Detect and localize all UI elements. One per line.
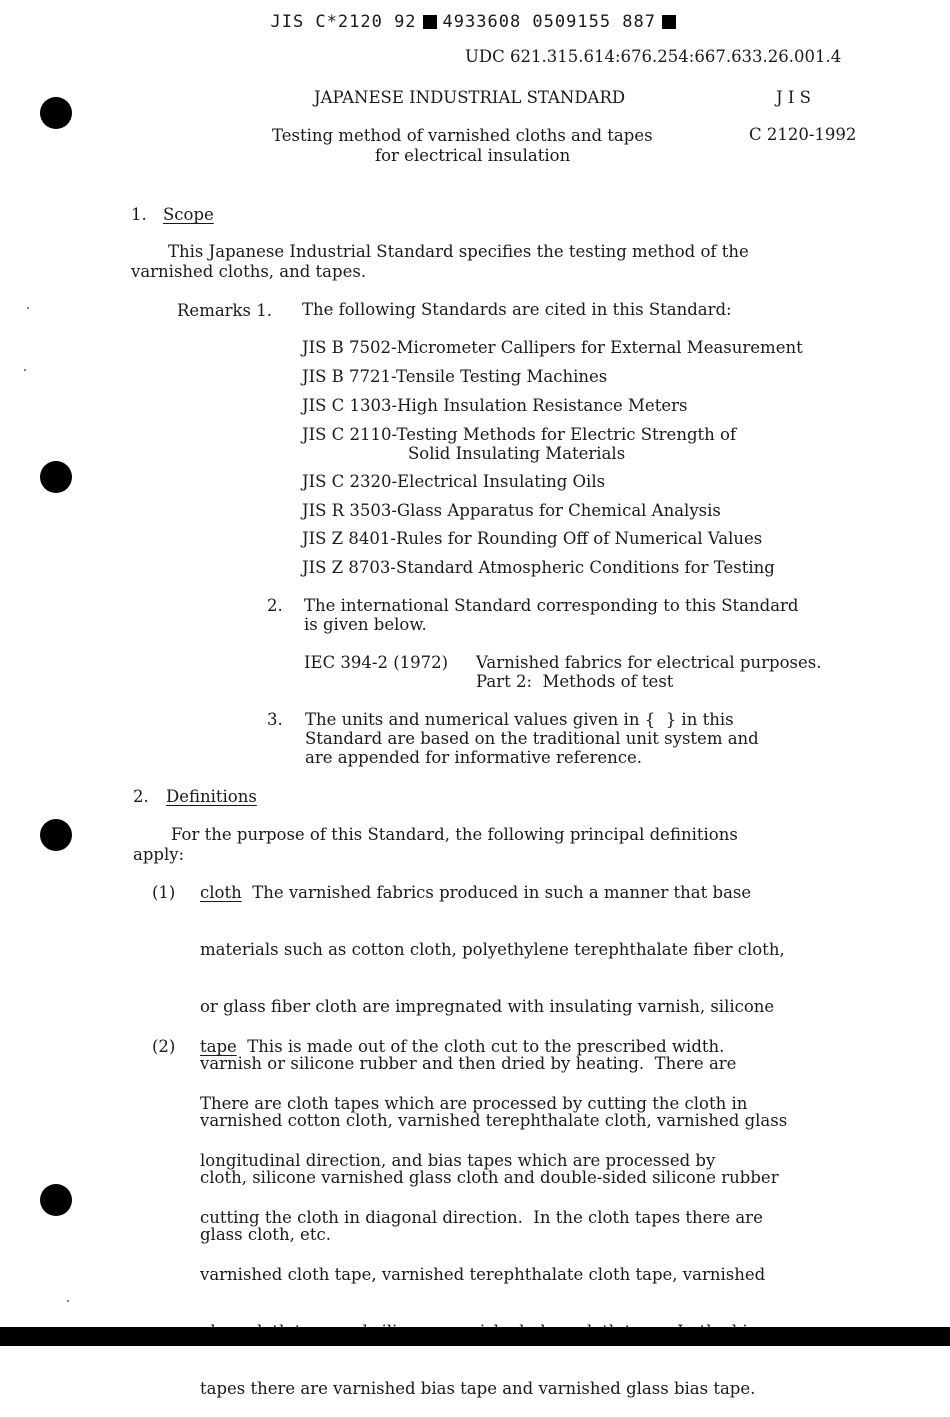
definition-2-body [200,1056,766,1417]
definition-1-number: (1) [152,883,176,902]
remark-2-line-2: is given below. [304,615,427,634]
cited-standard: JIS C 2110-Testing Methods for Electric Strength of [302,425,737,444]
cited-standard: JIS B 7502-Micrometer Callipers for External Measurement [302,338,803,357]
cited-standard: JIS C 1303-High Insulation Resistance Meters [302,396,688,415]
definitions-intro-line-2: apply: [133,845,185,864]
punch-hole-3 [40,819,72,851]
scope-para-line-2: varnished cloths, and tapes. [131,262,367,281]
definition-2-line: varnished cloth tape, varnished terephthalate cloth tape, varnished [200,1265,766,1284]
iec-title-line-1: Varnished fabrics for electrical purposes. [476,653,822,672]
standard-number: C 2120-1992 [749,125,857,144]
punch-hole-4 [40,1184,72,1216]
block-mark [423,15,437,29]
remark-1-text: The following Standards are cited in this Standard: [302,300,732,319]
remark-2-line-1: The international Standard corresponding to this Standard [304,596,799,615]
definition-2-first-line [200,1037,724,1056]
top-code [248,0,682,32]
top-code-text-2: 4933608 0509155 887 [442,12,657,32]
section-1-heading: Scope [163,205,214,224]
iec-reference: IEC 394-2 (1972) [304,653,449,672]
scope-para-line-1: This Japanese Industrial Standard specifies the testing method of the [168,242,749,261]
definition-2-line: longitudinal direction, and bias tapes which are processed by [200,1151,716,1170]
definition-1-line-1: The varnished fabrics produced in such a manner that base [241,883,752,902]
block-mark [662,15,676,29]
section-2-heading: Definitions [166,787,257,806]
definition-2-line: cutting the cloth in diagonal direction. In the cloth tapes there are [200,1208,763,1227]
definition-1-line: varnish or silicone rubber and then dried by heating. There are [200,1054,737,1073]
cited-standard: JIS Z 8401-Rules for Rounding Off of Numerical Values [302,529,763,548]
definition-2-line-1: This is made out of the cloth cut to the prescribed width. [236,1037,725,1056]
top-code-text: JIS C*2120 92 [270,12,417,32]
definition-2-line: tapes there are varnished bias tape and varnished glass bias tape. [200,1379,756,1398]
speck [24,369,26,371]
definition-2-term: tape [200,1037,237,1056]
remark-2-number: 2. [267,596,283,615]
jis-label: J I S [776,88,811,107]
remark-3-number: 3. [267,710,283,729]
remark-3-line-1: The units and numerical values given in { } in this [305,710,734,729]
section-2-number: 2. [133,787,149,806]
cited-standard: JIS R 3503-Glass Apparatus for Chemical Analysis [302,501,721,520]
title-line-1: Testing method of varnished cloths and tapes [272,126,653,145]
udc-code: UDC 621.315.614:676.254:667.633.26.001.4 [465,47,842,66]
cited-standard: JIS B 7721-Tensile Testing Machines [302,367,608,386]
definition-1-line: or glass fiber cloth are impregnated with insulating varnish, silicone [200,997,775,1016]
remark-3-line-2: Standard are based on the traditional unit system and [305,729,759,748]
definition-1-line: materials such as cotton cloth, polyethylene terephthalate fiber cloth, [200,940,785,959]
definition-1-first-line [200,883,751,902]
cited-standard-continuation: Solid Insulating Materials [408,444,626,463]
standard-name: JAPANESE INDUSTRIAL STANDARD [314,88,626,107]
punch-hole-2 [40,461,72,493]
cited-standard: JIS C 2320-Electrical Insulating Oils [302,472,606,491]
definition-2-number: (2) [152,1037,176,1056]
speck [67,1300,69,1302]
title-line-2: for electrical insulation [375,146,571,165]
definition-2-line: There are cloth tapes which are processed by cutting the cloth in [200,1094,748,1113]
remarks-label: Remarks 1. [177,301,273,320]
definition-1-line: cloth, silicone varnished glass cloth and double-sided silicone rubber [200,1168,779,1187]
punch-hole-1 [40,97,72,129]
definitions-intro-line-1: For the purpose of this Standard, the following principal definitions [171,825,738,844]
definition-1-line: glass cloth, etc. [200,1225,331,1244]
speck [27,307,29,309]
bottom-scan-bar [0,1327,950,1346]
remark-3-line-3: are appended for informative reference. [305,748,643,767]
iec-title-line-2: Part 2: Methods of test [476,672,674,691]
definition-1-term: cloth [200,883,242,902]
definition-1-line: varnished cotton cloth, varnished terephthalate cloth, varnished glass [200,1111,788,1130]
cited-standard: JIS Z 8703-Standard Atmospheric Conditions for Testing [302,558,775,577]
section-1-number: 1. [131,205,147,224]
